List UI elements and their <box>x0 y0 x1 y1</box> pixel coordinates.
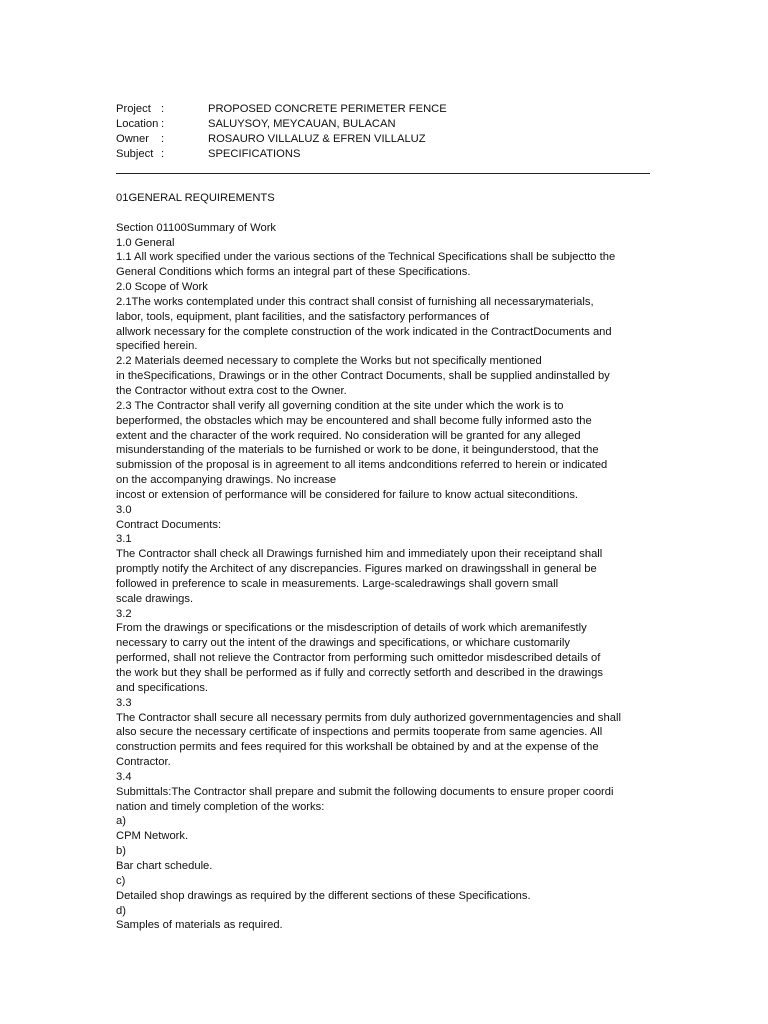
location-value: SALUYSOY, MEYCAUAN, BULACAN <box>208 118 396 130</box>
body-line: allwork necessary for the complete construction of the work indicated in the ContractDocuments and <box>116 325 612 338</box>
body-line: 3.2 <box>116 607 132 620</box>
body-line: scale drawings. <box>116 592 194 605</box>
project-colon: : <box>161 103 165 115</box>
body-line: Contract Documents: <box>116 518 222 531</box>
body-line: 2.2 Materials deemed necessary to complete the Works but not specifically mentioned <box>116 355 542 368</box>
body-line: 1.1 All work specified under the various sections of the Technical Specifications shall be subjectto the <box>116 251 616 264</box>
blank-line <box>116 206 650 221</box>
body-line: Samples of materials as required. <box>116 919 283 932</box>
body-line: Bar chart schedule. <box>116 859 213 872</box>
body-line: 3.3 <box>116 696 132 709</box>
body-line: Submittals:The Contractor shall prepare and submit the following documents to ensure proper coordi <box>116 785 614 798</box>
body-line: on the accompanying drawings. No increase <box>116 474 337 487</box>
body-line: The Contractor shall check all Drawings furnished him and immediately upon their receiptand shall <box>116 548 603 561</box>
header-divider <box>116 173 650 174</box>
body-line: the Contractor without extra cost to the Owner. <box>116 384 347 397</box>
project-label: Project <box>116 103 151 115</box>
body-line: Section 01100Summary of Work <box>116 221 277 234</box>
project-value: PROPOSED CONCRETE PERIMETER FENCE <box>208 103 447 115</box>
body-line: submission of the proposal is in agreement to all items andconditions referred to herein or indicated <box>116 459 608 472</box>
body-line: and specifications. <box>116 681 209 694</box>
location-label: Location <box>116 118 159 130</box>
body-line: 1.0 General <box>116 236 175 249</box>
location-colon: : <box>161 118 165 130</box>
body-line: 2.1The works contemplated under this contract shall consist of furnishing all necessarymaterials, <box>116 295 594 308</box>
body-line: followed in preference to scale in measurements. Large-scaledrawings shall govern small <box>116 577 559 590</box>
body-line: beperformed, the obstacles which may be encountered and shall become fully informed asto the <box>116 414 592 427</box>
body-line: b) <box>116 845 126 858</box>
body-line: c) <box>116 874 126 887</box>
body-line: extent and the character of the work required. No consideration will be granted for any alleged <box>116 429 581 442</box>
owner-value: ROSAURO VILLALUZ & EFREN VILLALUZ <box>208 133 426 145</box>
owner-label: Owner <box>116 133 149 145</box>
owner-colon: : <box>161 133 165 145</box>
body-line: performed, shall not relieve the Contractor from performing such omittedor misdescribed details of <box>116 652 601 665</box>
body-line: the work but they shall be performed as if fully and correctly setforth and described in the drawings <box>116 667 603 679</box>
body-line: 2.0 Scope of Work <box>116 281 208 294</box>
body-line: construction permits and fees required for this workshall be obtained by and at the expense of the <box>116 741 599 754</box>
body-line: 2.3 The Contractor shall verify all governing condition at the site under which the work is to <box>116 399 564 412</box>
body-line: promptly notify the Architect of any discrepancies. Figures marked on drawingsshall in general be <box>116 563 597 576</box>
body-line: labor, tools, equipment, plant facilities, and the satisfactory performances of <box>116 310 490 323</box>
document-page <box>116 102 650 933</box>
body-line: 3.1 <box>116 533 132 546</box>
body-line: in theSpecifications, Drawings or in the other Contract Documents, shall be supplied andinstalled by <box>116 370 610 383</box>
body-line: 3.0 <box>116 503 132 516</box>
header-row-subject <box>116 147 650 162</box>
body-line: From the drawings or specifications or the misdescription of details of work which aremanifestly <box>116 622 587 635</box>
body-line: General Conditions which forms an integral part of these Specifications. <box>116 266 471 279</box>
document-header <box>116 102 650 162</box>
body-line: Detailed shop drawings as required by the different sections of these Specifications. <box>116 889 531 902</box>
body-line: nation and timely completion of the works: <box>116 800 325 813</box>
body-line: also secure the necessary certificate of inspections and permits tooperate from same agencies. All <box>116 726 603 739</box>
header-row-project <box>116 102 650 117</box>
body-line: misunderstanding of the materials to be furnished or work to be done, it beingunderstood, that the <box>116 444 599 457</box>
body-line: 3.4 <box>116 770 132 783</box>
subject-label: Subject <box>116 148 154 160</box>
body-line: The Contractor shall secure all necessary permits from duly authorized governmentagencies and shall <box>116 711 621 724</box>
header-row-owner <box>116 132 650 147</box>
body-line: Contractor. <box>116 756 171 769</box>
body-line: incost or extension of performance will be considered for failure to know actual siteconditions. <box>116 488 579 501</box>
body-line: CPM Network. <box>116 830 189 843</box>
body-line: specified herein. <box>116 340 198 353</box>
body-line: 01GENERAL REQUIREMENTS <box>116 192 275 204</box>
header-row-location <box>116 117 650 132</box>
body-line: a) <box>116 815 126 828</box>
body-line: necessary to carry out the intent of the drawings and specifications, or whichare customarily <box>116 637 570 650</box>
subject-colon: : <box>161 148 165 160</box>
document-body <box>116 191 650 933</box>
subject-value: SPECIFICATIONS <box>208 148 301 160</box>
body-line: d) <box>116 904 126 917</box>
